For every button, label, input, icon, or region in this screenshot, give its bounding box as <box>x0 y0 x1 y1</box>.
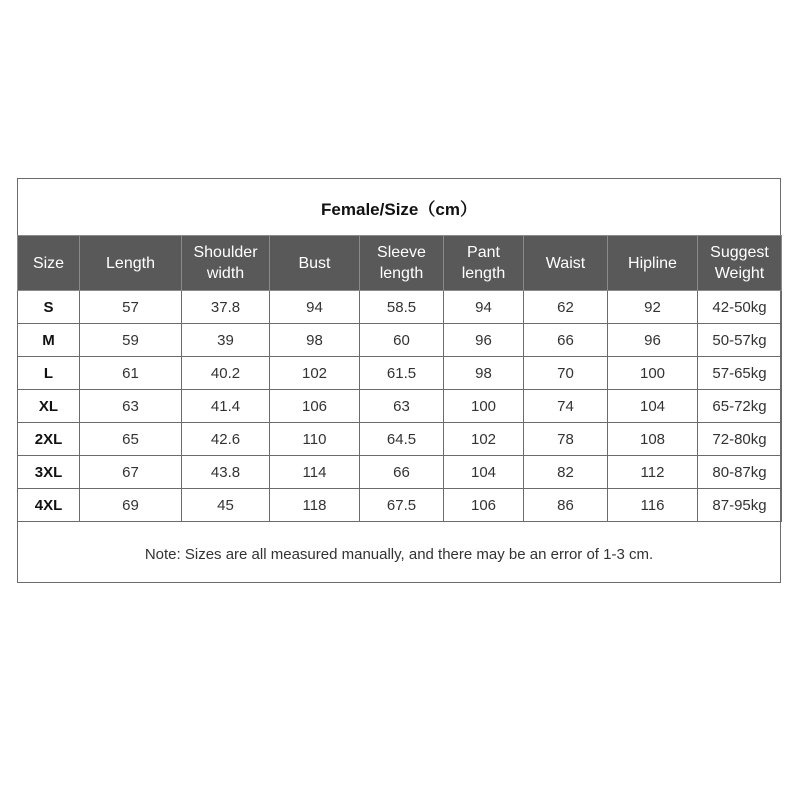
table-cell: 43.8 <box>182 456 270 489</box>
column-header-sleeve-length <box>360 236 444 291</box>
column-header-pant-length <box>444 236 524 291</box>
table-cell: 37.8 <box>182 291 270 324</box>
table-cell: 57 <box>80 291 182 324</box>
table-row <box>18 291 782 324</box>
table-cell: 108 <box>608 423 698 456</box>
table-cell: 94 <box>444 291 524 324</box>
table-cell: 98 <box>444 357 524 390</box>
size-label-cell: S <box>18 291 80 324</box>
header-text: Pant <box>467 244 500 261</box>
table-cell: 57-65kg <box>698 357 782 390</box>
header-text: Sleeve <box>377 244 426 261</box>
size-chart <box>17 178 781 583</box>
table-cell: 102 <box>444 423 524 456</box>
column-header-hipline <box>608 236 698 291</box>
table-cell: 100 <box>608 357 698 390</box>
table-cell: 104 <box>608 390 698 423</box>
chart-title: Female/Size（cm） <box>321 199 477 219</box>
header-text: length <box>461 265 506 282</box>
header-text: Hipline <box>628 254 677 272</box>
table-row <box>18 390 782 423</box>
table-row <box>18 324 782 357</box>
table-cell: 40.2 <box>182 357 270 390</box>
column-header-suggest-weight <box>698 236 782 291</box>
table-cell: 96 <box>608 324 698 357</box>
header-text: Length <box>106 254 155 272</box>
table-cell: 80-87kg <box>698 456 782 489</box>
table-cell: 92 <box>608 291 698 324</box>
table-cell: 82 <box>524 456 608 489</box>
table-cell: 87-95kg <box>698 489 782 522</box>
table-cell: 42.6 <box>182 423 270 456</box>
header-text: Bust <box>298 254 331 272</box>
header-text: Weight <box>714 265 765 282</box>
header-text: length <box>379 265 424 282</box>
table-cell: 78 <box>524 423 608 456</box>
table-cell: 118 <box>270 489 360 522</box>
table-cell: 70 <box>524 357 608 390</box>
table-cell: 106 <box>444 489 524 522</box>
table-cell: 58.5 <box>360 291 444 324</box>
column-header-bust <box>270 236 360 291</box>
table-cell: 69 <box>80 489 182 522</box>
table-row <box>18 489 782 522</box>
table-row <box>18 456 782 489</box>
table-cell: 66 <box>360 456 444 489</box>
table-cell: 104 <box>444 456 524 489</box>
header-text: width <box>206 265 245 282</box>
table-cell: 102 <box>270 357 360 390</box>
table-cell: 65 <box>80 423 182 456</box>
table-cell: 112 <box>608 456 698 489</box>
table-cell: 74 <box>524 390 608 423</box>
column-header-shoulder-width <box>182 236 270 291</box>
table-cell: 106 <box>270 390 360 423</box>
table-cell: 62 <box>524 291 608 324</box>
size-label-cell: 4XL <box>18 489 80 522</box>
table-cell: 39 <box>182 324 270 357</box>
table-row <box>18 423 782 456</box>
table-body <box>18 291 782 522</box>
column-header-length <box>80 236 182 291</box>
table-row <box>18 357 782 390</box>
header-text: Suggest <box>710 244 769 261</box>
table-cell: 61.5 <box>360 357 444 390</box>
table-cell: 67 <box>80 456 182 489</box>
table-cell: 41.4 <box>182 390 270 423</box>
table-cell: 64.5 <box>360 423 444 456</box>
size-table <box>17 235 782 522</box>
measurement-note: Note: Sizes are all measured manually, and there may be an error of 1-3 cm. <box>144 545 654 563</box>
table-cell: 94 <box>270 291 360 324</box>
header-text: Waist <box>545 254 586 272</box>
size-label-cell: L <box>18 357 80 390</box>
table-cell: 110 <box>270 423 360 456</box>
column-header-size <box>18 236 80 291</box>
header-text: Shoulder <box>193 244 258 261</box>
table-cell: 116 <box>608 489 698 522</box>
header-text: Size <box>32 254 65 272</box>
table-cell: 66 <box>524 324 608 357</box>
size-label-cell: XL <box>18 390 80 423</box>
size-label-cell: 2XL <box>18 423 80 456</box>
size-label-cell: 3XL <box>18 456 80 489</box>
column-header-waist <box>524 236 608 291</box>
table-cell: 96 <box>444 324 524 357</box>
table-cell: 67.5 <box>360 489 444 522</box>
table-cell: 86 <box>524 489 608 522</box>
table-cell: 114 <box>270 456 360 489</box>
table-cell: 98 <box>270 324 360 357</box>
size-label-cell: M <box>18 324 80 357</box>
table-cell: 63 <box>80 390 182 423</box>
table-cell: 65-72kg <box>698 390 782 423</box>
table-cell: 50-57kg <box>698 324 782 357</box>
table-cell: 63 <box>360 390 444 423</box>
table-cell: 60 <box>360 324 444 357</box>
table-cell: 100 <box>444 390 524 423</box>
table-cell: 72-80kg <box>698 423 782 456</box>
table-cell: 61 <box>80 357 182 390</box>
header-row <box>18 236 782 291</box>
table-cell: 45 <box>182 489 270 522</box>
table-cell: 42-50kg <box>698 291 782 324</box>
table-cell: 59 <box>80 324 182 357</box>
